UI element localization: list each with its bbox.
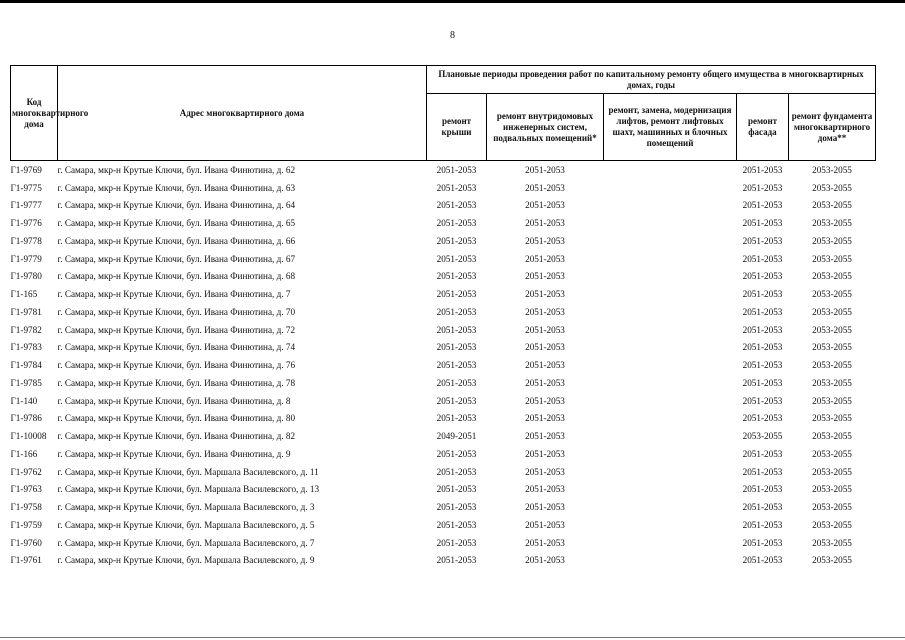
cell-code: Г1-166 [10,448,38,459]
cell-address: г. Самара, мкр-н Крутые Ключи, бул. Ивана Финютина, д. 65 [57,218,296,229]
cell-address: г. Самара, мкр-н Крутые Ключи, бул. Маршала Василевского, д. 11 [57,466,319,477]
cell-foundation: 2053-2055 [812,395,852,406]
cell-roof: 2051-2053 [436,537,477,548]
cell-facade: 2051-2053 [742,519,783,530]
cell-systems: 2051-2053 [525,164,565,175]
bottom-border [0,637,905,638]
cell-foundation: 2053-2055 [812,519,852,530]
cell-code: Г1-9759 [10,519,42,530]
cell-address: г. Самара, мкр-н Крутые Ключи, бул. Ивана Финютина, д. 80 [57,413,296,424]
cell-code: Г1-9760 [10,537,42,548]
cell-systems: 2051-2053 [525,448,565,459]
cell-systems: 2051-2053 [525,413,565,424]
cell-facade: 2051-2053 [742,342,783,353]
cell-foundation: 2053-2055 [812,537,852,548]
cell-facade: 2053-2055 [742,431,783,442]
cell-code: Г1-9762 [10,466,42,477]
cell-lifts [604,179,737,197]
cell-roof: 2051-2053 [436,519,477,530]
cell-facade: 2051-2053 [742,218,783,229]
cell-roof: 2051-2053 [436,306,477,317]
cell-address: г. Самара, мкр-н Крутые Ключи, бул. Маршала Василевского, д. 13 [57,484,320,495]
table-row [11,303,876,321]
cell-facade: 2051-2053 [742,413,783,424]
cell-facade: 2051-2053 [742,484,783,495]
table-row [11,481,876,499]
cell-systems: 2051-2053 [525,271,565,282]
cell-code: Г1-9758 [10,502,42,513]
cell-code: Г1-9784 [10,360,42,371]
top-border [0,0,905,3]
cell-foundation: 2053-2055 [812,271,852,282]
table-row [11,356,876,374]
cell-facade: 2051-2053 [742,306,783,317]
cell-facade: 2051-2053 [742,555,783,566]
table-row [11,214,876,232]
cell-code: Г1-9778 [10,235,42,246]
cell-foundation: 2053-2055 [812,431,852,442]
cell-systems: 2051-2053 [525,289,565,300]
cell-systems: 2051-2053 [525,484,565,495]
cell-facade: 2051-2053 [742,200,783,211]
cell-lifts [604,321,737,339]
cell-address: г. Самара, мкр-н Крутые Ключи, бул. Ивана Финютина, д. 70 [57,306,296,317]
cell-lifts [604,498,737,516]
cell-lifts [604,534,737,552]
cell-address: г. Самара, мкр-н Крутые Ключи, бул. Ивана Финютина, д. 82 [57,431,296,442]
cell-systems: 2051-2053 [525,200,565,211]
cell-lifts [604,214,737,232]
cell-systems: 2051-2053 [525,555,565,566]
cell-roof: 2051-2053 [436,466,477,477]
cell-lifts [604,552,737,570]
table-row [11,516,876,534]
cell-address: г. Самара, мкр-н Крутые Ключи, бул. Ивана Финютина, д. 67 [57,253,296,264]
cell-code: Г1-9775 [10,182,42,193]
page-number: 8 [450,30,455,41]
cell-systems: 2051-2053 [525,306,565,317]
header-roof: ремонт крыши [427,94,487,161]
cell-code: Г1-9780 [10,271,42,282]
cell-code: Г1-9782 [10,324,42,335]
cell-address: г. Самара, мкр-н Крутые Ключи, бул. Маршала Василевского, д. 5 [57,519,315,530]
cell-code: Г1-9783 [10,342,42,353]
table-row [11,374,876,392]
table-row [11,463,876,481]
cell-address: г. Самара, мкр-н Крутые Ключи, бул. Ивана Финютина, д. 66 [57,235,296,246]
table-row [11,339,876,357]
cell-facade: 2051-2053 [742,537,783,548]
cell-systems: 2051-2053 [525,502,565,513]
cell-code: Г1-9781 [10,306,42,317]
cell-lifts [604,392,737,410]
cell-address: г. Самара, мкр-н Крутые Ключи, бул. Ивана Финютина, д. 8 [57,395,291,406]
header-lifts: ремонт, замена, модернизация лифтов, ремонт лифтовых шахт, машинных и блочных помещений [604,94,737,161]
cell-code: Г1-140 [10,395,38,406]
cell-roof: 2051-2053 [436,448,477,459]
cell-address: г. Самара, мкр-н Крутые Ключи, бул. Маршала Василевского, д. 9 [57,555,315,566]
header-systems: ремонт внутридомовых инженерных систем, подвальных помещений* [487,94,604,161]
cell-code: Г1-9777 [10,200,42,211]
cell-roof: 2051-2053 [436,253,477,264]
cell-facade: 2051-2053 [742,466,783,477]
table-body [11,161,876,570]
cell-facade: 2051-2053 [742,253,783,264]
cell-foundation: 2053-2055 [812,377,852,388]
table-header [11,66,876,161]
cell-lifts [604,232,737,250]
cell-address: г. Самара, мкр-н Крутые Ключи, бул. Ивана Финютина, д. 64 [57,200,296,211]
cell-roof: 2051-2053 [436,324,477,335]
cell-code: Г1-9776 [10,218,42,229]
cell-facade: 2051-2053 [742,164,783,175]
table-row [11,552,876,570]
cell-code: Г1-9786 [10,413,42,424]
cell-address: г. Самара, мкр-н Крутые Ключи, бул. Ивана Финютина, д. 72 [57,324,296,335]
cell-facade: 2051-2053 [742,271,783,282]
cell-foundation: 2053-2055 [812,342,852,353]
cell-lifts [604,463,737,481]
cell-roof: 2049-2051 [436,431,477,442]
cell-lifts [604,285,737,303]
cell-lifts [604,339,737,357]
header-periods-group: Плановые периоды проведения работ по капитальному ремонту общего имущества в многоквартирных домах, годы [427,66,876,94]
table-row [11,410,876,428]
cell-roof: 2051-2053 [436,164,477,175]
cell-lifts [604,410,737,428]
cell-roof: 2051-2053 [436,200,477,211]
cell-code: Г1-165 [10,289,38,300]
table-row [11,161,876,179]
table-row [11,498,876,516]
cell-address: г. Самара, мкр-н Крутые Ключи, бул. Ивана Финютина, д. 74 [57,342,296,353]
cell-roof: 2051-2053 [436,360,477,371]
cell-code: Г1-10008 [10,431,47,442]
cell-roof: 2051-2053 [436,413,477,424]
header-address: Адрес многоквартирного дома [58,66,427,161]
header-foundation: ремонт фундамента многоквартирного дома** [789,94,876,161]
cell-roof: 2051-2053 [436,271,477,282]
cell-facade: 2051-2053 [742,324,783,335]
cell-address: г. Самара, мкр-н Крутые Ключи, бул. Маршала Василевского, д. 3 [57,502,315,513]
cell-roof: 2051-2053 [436,235,477,246]
cell-roof: 2051-2053 [436,289,477,300]
header-facade: ремонт фасада [737,94,789,161]
cell-facade: 2051-2053 [742,235,783,246]
cell-facade: 2051-2053 [742,289,783,300]
cell-roof: 2051-2053 [436,484,477,495]
table-row [11,445,876,463]
cell-lifts [604,356,737,374]
cell-foundation: 2053-2055 [812,235,852,246]
cell-systems: 2051-2053 [525,519,565,530]
cell-foundation: 2053-2055 [812,413,852,424]
cell-systems: 2051-2053 [525,253,565,264]
cell-code: Г1-9761 [10,555,42,566]
cell-systems: 2051-2053 [525,395,565,406]
cell-lifts [604,161,737,179]
cell-roof: 2051-2053 [436,342,477,353]
cell-code: Г1-9769 [10,164,42,175]
cell-address: г. Самара, мкр-н Крутые Ключи, бул. Ивана Финютина, д. 68 [57,271,296,282]
cell-foundation: 2053-2055 [812,306,852,317]
capital-repair-table [10,65,876,569]
table-row [11,321,876,339]
cell-systems: 2051-2053 [525,377,565,388]
cell-systems: 2051-2053 [525,218,565,229]
cell-facade: 2051-2053 [742,377,783,388]
cell-foundation: 2053-2055 [812,182,852,193]
cell-systems: 2051-2053 [525,324,565,335]
cell-foundation: 2053-2055 [812,289,852,300]
cell-foundation: 2053-2055 [812,484,852,495]
table-row [11,534,876,552]
cell-lifts [604,374,737,392]
table-row [11,197,876,215]
cell-code: Г1-9785 [10,377,42,388]
cell-lifts [604,427,737,445]
cell-systems: 2051-2053 [525,466,565,477]
table-row [11,232,876,250]
cell-systems: 2051-2053 [525,235,565,246]
cell-code: Г1-9779 [10,253,42,264]
table-row [11,250,876,268]
cell-foundation: 2053-2055 [812,466,852,477]
cell-facade: 2051-2053 [742,448,783,459]
cell-roof: 2051-2053 [436,395,477,406]
cell-systems: 2051-2053 [525,182,565,193]
cell-foundation: 2053-2055 [812,360,852,371]
cell-systems: 2051-2053 [525,537,565,548]
cell-lifts [604,481,737,499]
table-row [11,179,876,197]
cell-roof: 2051-2053 [436,502,477,513]
cell-code: Г1-9763 [10,484,42,495]
cell-systems: 2051-2053 [525,431,565,442]
cell-foundation: 2053-2055 [812,164,852,175]
cell-foundation: 2053-2055 [812,324,852,335]
cell-roof: 2051-2053 [436,218,477,229]
cell-foundation: 2053-2055 [812,502,852,513]
table-row [11,285,876,303]
cell-foundation: 2053-2055 [812,555,852,566]
cell-foundation: 2053-2055 [812,448,852,459]
cell-lifts [604,268,737,286]
cell-address: г. Самара, мкр-н Крутые Ключи, бул. Ивана Финютина, д. 78 [57,377,296,388]
cell-foundation: 2053-2055 [812,200,852,211]
cell-address: г. Самара, мкр-н Крутые Ключи, бул. Ивана Финютина, д. 76 [57,360,296,371]
cell-foundation: 2053-2055 [812,253,852,264]
cell-facade: 2051-2053 [742,395,783,406]
cell-lifts [604,445,737,463]
cell-roof: 2051-2053 [436,555,477,566]
cell-address: г. Самара, мкр-н Крутые Ключи, бул. Ивана Финютина, д. 62 [57,164,296,175]
cell-facade: 2051-2053 [742,182,783,193]
cell-lifts [604,250,737,268]
cell-address: г. Самара, мкр-н Крутые Ключи, бул. Маршала Василевского, д. 7 [57,537,315,548]
cell-address: г. Самара, мкр-н Крутые Ключи, бул. Ивана Финютина, д. 63 [57,182,296,193]
table-row [11,427,876,445]
cell-lifts [604,303,737,321]
cell-roof: 2051-2053 [436,182,477,193]
header-code: Код многоквартирного дома [11,66,58,161]
cell-systems: 2051-2053 [525,360,565,371]
cell-systems: 2051-2053 [525,342,565,353]
cell-address: г. Самара, мкр-н Крутые Ключи, бул. Ивана Финютина, д. 9 [57,448,291,459]
cell-facade: 2051-2053 [742,360,783,371]
table-row [11,268,876,286]
cell-address: г. Самара, мкр-н Крутые Ключи, бул. Ивана Финютина, д. 7 [57,289,291,300]
cell-foundation: 2053-2055 [812,218,852,229]
cell-facade: 2051-2053 [742,502,783,513]
cell-lifts [604,197,737,215]
cell-roof: 2051-2053 [436,377,477,388]
table-row [11,392,876,410]
cell-lifts [604,516,737,534]
